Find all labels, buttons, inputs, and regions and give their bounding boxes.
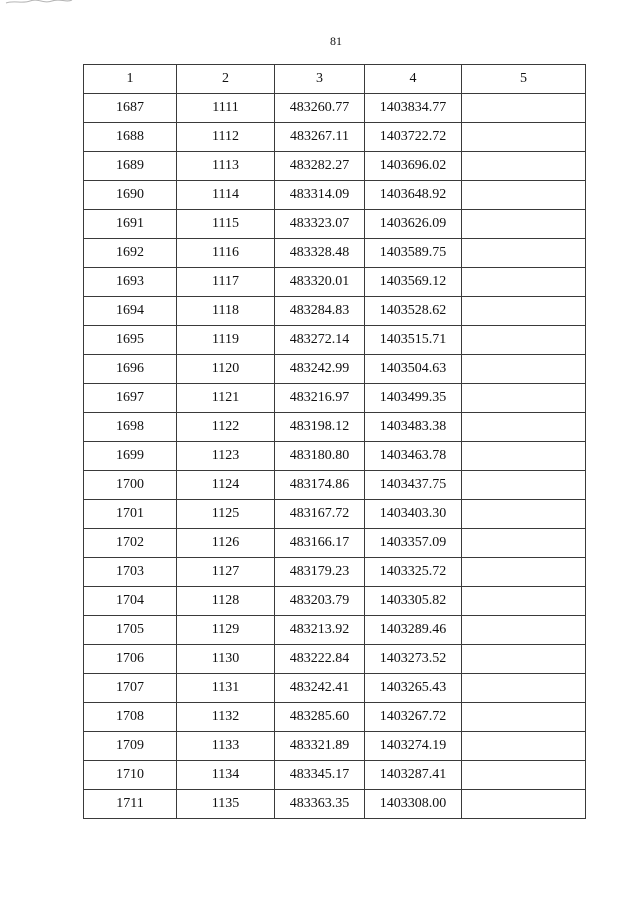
table-row (84, 732, 586, 761)
table-cell: 1693 (84, 268, 177, 297)
table-cell: 1113 (177, 152, 275, 181)
table-cell: 1403267.72 (365, 703, 462, 732)
table-cell: 1692 (84, 239, 177, 268)
table-cell: 1703 (84, 558, 177, 587)
table-cell: 1689 (84, 152, 177, 181)
table-cell: 1700 (84, 471, 177, 500)
table-cell: 1127 (177, 558, 275, 587)
table-cell: 483284.83 (275, 297, 365, 326)
table-cell: 483285.60 (275, 703, 365, 732)
table-body (84, 94, 586, 819)
table-cell: 1403626.09 (365, 210, 462, 239)
table-cell: 1114 (177, 181, 275, 210)
table-cell: 1697 (84, 384, 177, 413)
table-cell (462, 326, 586, 355)
table-row (84, 471, 586, 500)
table-cell: 1403308.00 (365, 790, 462, 819)
table-row (84, 152, 586, 181)
table-row (84, 616, 586, 645)
table-cell: 1711 (84, 790, 177, 819)
table-cell: 483345.17 (275, 761, 365, 790)
table-cell: 1403589.75 (365, 239, 462, 268)
table-cell: 1701 (84, 500, 177, 529)
table-cell (462, 645, 586, 674)
table-row (84, 123, 586, 152)
table-cell: 483242.41 (275, 674, 365, 703)
table-cell: 1702 (84, 529, 177, 558)
table-cell: 483314.09 (275, 181, 365, 210)
table-cell: 1118 (177, 297, 275, 326)
column-header: 1 (84, 65, 177, 94)
table-cell: 1131 (177, 674, 275, 703)
table-row (84, 384, 586, 413)
table-cell: 483216.97 (275, 384, 365, 413)
table-cell: 1403289.46 (365, 616, 462, 645)
table-cell: 483328.48 (275, 239, 365, 268)
table-cell (462, 123, 586, 152)
table-cell: 1122 (177, 413, 275, 442)
table-cell: 483167.72 (275, 500, 365, 529)
table-row (84, 674, 586, 703)
table-cell: 1403274.19 (365, 732, 462, 761)
table-cell: 1119 (177, 326, 275, 355)
table-cell: 483198.12 (275, 413, 365, 442)
table-cell: 1116 (177, 239, 275, 268)
table-cell (462, 732, 586, 761)
table-cell: 1130 (177, 645, 275, 674)
table-cell: 483267.11 (275, 123, 365, 152)
table-cell (462, 355, 586, 384)
table-cell (462, 268, 586, 297)
table-cell: 1403504.63 (365, 355, 462, 384)
column-header: 4 (365, 65, 462, 94)
table-cell: 483222.84 (275, 645, 365, 674)
table-cell: 483166.17 (275, 529, 365, 558)
table-cell: 483180.80 (275, 442, 365, 471)
table-cell: 1706 (84, 645, 177, 674)
table-cell: 1123 (177, 442, 275, 471)
table-cell (462, 500, 586, 529)
table-cell (462, 790, 586, 819)
table-cell (462, 152, 586, 181)
table-cell: 1690 (84, 181, 177, 210)
table-cell: 1128 (177, 587, 275, 616)
page-number: 81 (330, 34, 342, 48)
table-cell: 1707 (84, 674, 177, 703)
coordinates-table-container (83, 64, 586, 819)
table-cell (462, 239, 586, 268)
table-cell: 1134 (177, 761, 275, 790)
table-cell: 1708 (84, 703, 177, 732)
table-cell (462, 587, 586, 616)
table-cell: 1403403.30 (365, 500, 462, 529)
table-cell: 1115 (177, 210, 275, 239)
table-cell (462, 442, 586, 471)
table-cell: 1709 (84, 732, 177, 761)
table-row (84, 297, 586, 326)
table-cell: 1699 (84, 442, 177, 471)
table-cell: 1694 (84, 297, 177, 326)
table-cell: 1696 (84, 355, 177, 384)
table-cell (462, 413, 586, 442)
table-row (84, 790, 586, 819)
table-row (84, 181, 586, 210)
table-cell (462, 703, 586, 732)
table-cell: 1129 (177, 616, 275, 645)
table-header-row (84, 65, 586, 94)
table-cell: 1403325.72 (365, 558, 462, 587)
table-cell: 1698 (84, 413, 177, 442)
column-header: 3 (275, 65, 365, 94)
table-cell: 1710 (84, 761, 177, 790)
coordinates-table (83, 64, 586, 819)
table-cell: 1691 (84, 210, 177, 239)
table-cell: 1403305.82 (365, 587, 462, 616)
table-cell: 1695 (84, 326, 177, 355)
table-cell (462, 384, 586, 413)
table-cell (462, 297, 586, 326)
table-cell: 1403437.75 (365, 471, 462, 500)
table-cell: 483363.35 (275, 790, 365, 819)
table-cell: 1117 (177, 268, 275, 297)
table-cell: 1121 (177, 384, 275, 413)
table-cell: 483242.99 (275, 355, 365, 384)
table-cell: 483179.23 (275, 558, 365, 587)
table-cell (462, 94, 586, 123)
table-cell: 1403483.38 (365, 413, 462, 442)
table-cell: 1125 (177, 500, 275, 529)
table-cell: 483260.77 (275, 94, 365, 123)
table-cell (462, 616, 586, 645)
table-cell: 1688 (84, 123, 177, 152)
table-row (84, 587, 586, 616)
table-cell: 1403696.02 (365, 152, 462, 181)
table-cell (462, 761, 586, 790)
table-cell: 1132 (177, 703, 275, 732)
table-cell: 1403648.92 (365, 181, 462, 210)
table-cell: 1704 (84, 587, 177, 616)
table-row (84, 703, 586, 732)
table-row (84, 500, 586, 529)
column-header: 2 (177, 65, 275, 94)
table-cell: 483320.01 (275, 268, 365, 297)
table-cell: 483213.92 (275, 616, 365, 645)
table-cell: 1403287.41 (365, 761, 462, 790)
table-cell: 1126 (177, 529, 275, 558)
table-cell: 1403265.43 (365, 674, 462, 703)
table-cell: 1111 (177, 94, 275, 123)
table-cell: 1403273.52 (365, 645, 462, 674)
table-row (84, 761, 586, 790)
table-cell: 483321.89 (275, 732, 365, 761)
table-cell: 1705 (84, 616, 177, 645)
table-cell: 1135 (177, 790, 275, 819)
table-cell (462, 558, 586, 587)
table-cell (462, 471, 586, 500)
table-cell: 1403463.78 (365, 442, 462, 471)
table-cell: 1403722.72 (365, 123, 462, 152)
table-row (84, 529, 586, 558)
table-row (84, 558, 586, 587)
table-row (84, 442, 586, 471)
table-cell: 1124 (177, 471, 275, 500)
table-cell: 1403834.77 (365, 94, 462, 123)
table-cell: 483272.14 (275, 326, 365, 355)
table-cell: 1403528.62 (365, 297, 462, 326)
table-cell (462, 210, 586, 239)
table-row (84, 355, 586, 384)
table-row (84, 94, 586, 123)
table-row (84, 268, 586, 297)
table-cell: 1112 (177, 123, 275, 152)
table-cell (462, 674, 586, 703)
table-row (84, 413, 586, 442)
table-row (84, 239, 586, 268)
table-cell: 1403515.71 (365, 326, 462, 355)
table-cell: 483203.79 (275, 587, 365, 616)
column-header: 5 (462, 65, 586, 94)
corner-scribble (4, 0, 74, 6)
table-cell: 483323.07 (275, 210, 365, 239)
table-row (84, 645, 586, 674)
table-cell: 1403357.09 (365, 529, 462, 558)
table-cell: 1687 (84, 94, 177, 123)
table-row (84, 210, 586, 239)
table-row (84, 326, 586, 355)
table-cell: 1120 (177, 355, 275, 384)
table-cell: 483282.27 (275, 152, 365, 181)
table-cell (462, 181, 586, 210)
table-cell (462, 529, 586, 558)
table-cell: 1403569.12 (365, 268, 462, 297)
table-cell: 1403499.35 (365, 384, 462, 413)
table-cell: 1133 (177, 732, 275, 761)
table-cell: 483174.86 (275, 471, 365, 500)
